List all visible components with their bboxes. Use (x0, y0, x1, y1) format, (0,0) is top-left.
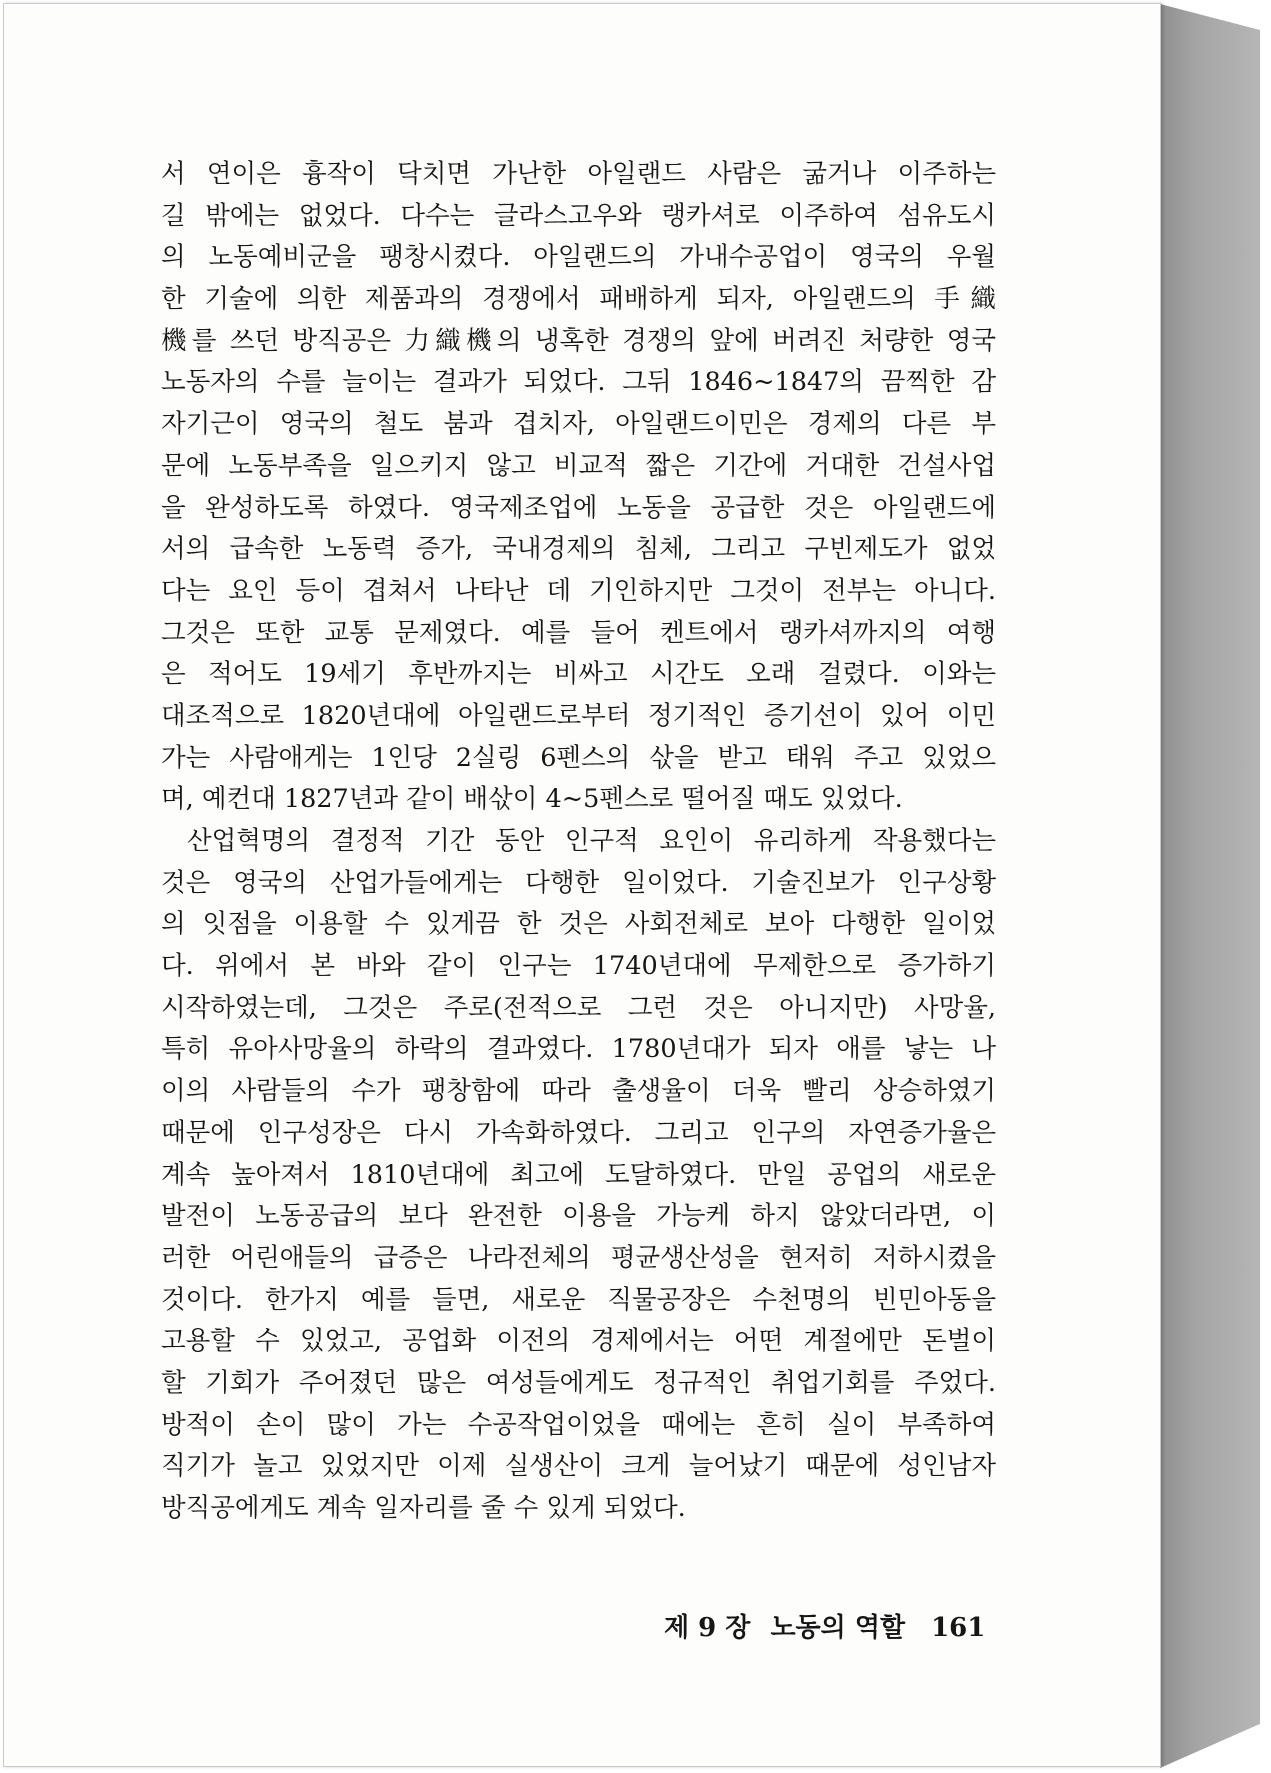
text-line: 시작하였는데, 그것은 주로(전적으로 그런 것은 아니지만) 사망율, (161, 992, 996, 1023)
text-line: 다. 위에서 본 바와 같이 인구는 1740년대에 무제한으로 증가하기 (161, 951, 996, 982)
text-line: 서의 급속한 노동력 증가, 국내경제의 침체, 그리고 구빈제도가 없었 (161, 534, 996, 565)
paragraph-end-line: 며, 예컨대 1827년과 같이 배삯이 4~5펜스로 떨어질 때도 있었다. (161, 784, 903, 815)
text-line: 자기근이 영국의 철도 붐과 겹치자, 아일랜드이민은 경제의 다른 부 (161, 409, 996, 440)
text-line: 다는 요인 등이 겹쳐서 나타난 데 기인하지만 그것이 전부는 아니다. (161, 575, 996, 606)
text-line: 특히 유아사망율의 하락의 결과였다. 1780년대가 되자 애를 낳는 나 (161, 1034, 996, 1065)
page-edge-shadow (1160, 4, 1260, 1768)
text-line: 의 잇점을 이용할 수 있게끔 한 것은 사회전체로 보아 다행한 일이었 (161, 909, 996, 940)
text-line: 서 연이은 흉작이 닥치면 가난한 아일랜드 사람은 굶거나 이주하는 (161, 159, 996, 189)
text-line: 때문에 인구성장은 다시 가속화하였다. 그리고 인구의 자연증가율은 (161, 1117, 996, 1148)
paragraph-start-line: 산업혁명의 결정적 기간 동안 인구적 요인이 유리하게 작용했다는 (187, 826, 996, 856)
running-footer (664, 1604, 986, 1652)
text-line: 직기가 놀고 있었지만 이제 실생산이 크게 늘어났기 때문에 성인남자 (161, 1451, 996, 1482)
paragraph-end-line: 방직공에게도 계속 일자리를 줄 수 있게 되었다. (161, 1493, 686, 1523)
book-page (3, 3, 1161, 1767)
text-line: 계속 높아져서 1810년대에 최고에 도달하였다. 만일 공업의 새로운 (161, 1159, 996, 1190)
text-line: 機를 쓰던 방직공은 力織機의 냉혹한 경쟁의 앞에 버려진 처량한 영국 (161, 325, 996, 356)
text-line: 발전이 노동공급의 보다 완전한 이용을 가능케 하지 않았더라면, 이 (161, 1201, 996, 1232)
text-line: 방적이 손이 많이 가는 수공작업이었을 때에는 흔히 실이 부족하여 (161, 1409, 996, 1440)
text-line: 이의 사람들의 수가 팽창함에 따라 출생율이 더욱 빨리 상승하였기 (161, 1076, 996, 1107)
body-text (161, 154, 996, 1530)
text-line: 할 기회가 주어졌던 많은 여성들에게도 정규적인 취업기회를 주었다. (161, 1367, 996, 1398)
text-line: 그것은 또한 교통 문제였다. 예를 들어 켄트에서 랭카셔까지의 여행 (161, 617, 996, 648)
text-line: 고용할 수 있었고, 공업화 이전의 경제에서는 어떤 계절에만 돈벌이 (161, 1326, 996, 1357)
text-line: 노동자의 수를 늘이는 결과가 되었다. 그뒤 1846~1847의 끔찍한 감 (161, 367, 996, 398)
text-line: 을 완성하도록 하였다. 영국제조업에 노동을 공급한 것은 아일랜드에 (161, 492, 996, 523)
text-line: 대조적으로 1820년대에 아일랜드로부터 정기적인 증기선이 있어 이민 (161, 700, 996, 731)
chapter-title: 노동의 역할 (770, 1613, 906, 1643)
text-line: 것은 영국의 산업가들에게는 다행한 일이었다. 기술진보가 인구상황 (161, 867, 996, 898)
chapter-label: 제 9 장 (664, 1613, 751, 1643)
text-line: 은 적어도 19세기 후반까지는 비싸고 시간도 오래 걸렸다. 이와는 (161, 659, 996, 690)
text-line: 의 노동예비군을 팽창시켰다. 아일랜드의 가내수공업이 영국의 우월 (161, 242, 996, 273)
text-line: 한 기술에 의한 제품과의 경쟁에서 패배하게 되자, 아일랜드의 手織 (161, 284, 996, 315)
text-line: 가는 사람애게는 1인당 2실링 6펜스의 삯을 받고 태워 주고 있었으 (161, 742, 996, 773)
page-number: 161 (931, 1613, 986, 1643)
text-line: 문에 노동부족을 일으키지 않고 비교적 짧은 기간에 거대한 건설사업 (161, 450, 996, 481)
text-line: 길 밖에는 없었다. 다수는 글라스고우와 랭카셔로 이주하여 섬유도시 (161, 200, 996, 231)
text-line: 러한 어린애들의 급증은 나라전체의 평균생산성을 현저히 저하시켰을 (161, 1242, 996, 1273)
text-line: 것이다. 한가지 예를 들면, 새로운 직물공장은 수천명의 빈민아동을 (161, 1284, 996, 1315)
